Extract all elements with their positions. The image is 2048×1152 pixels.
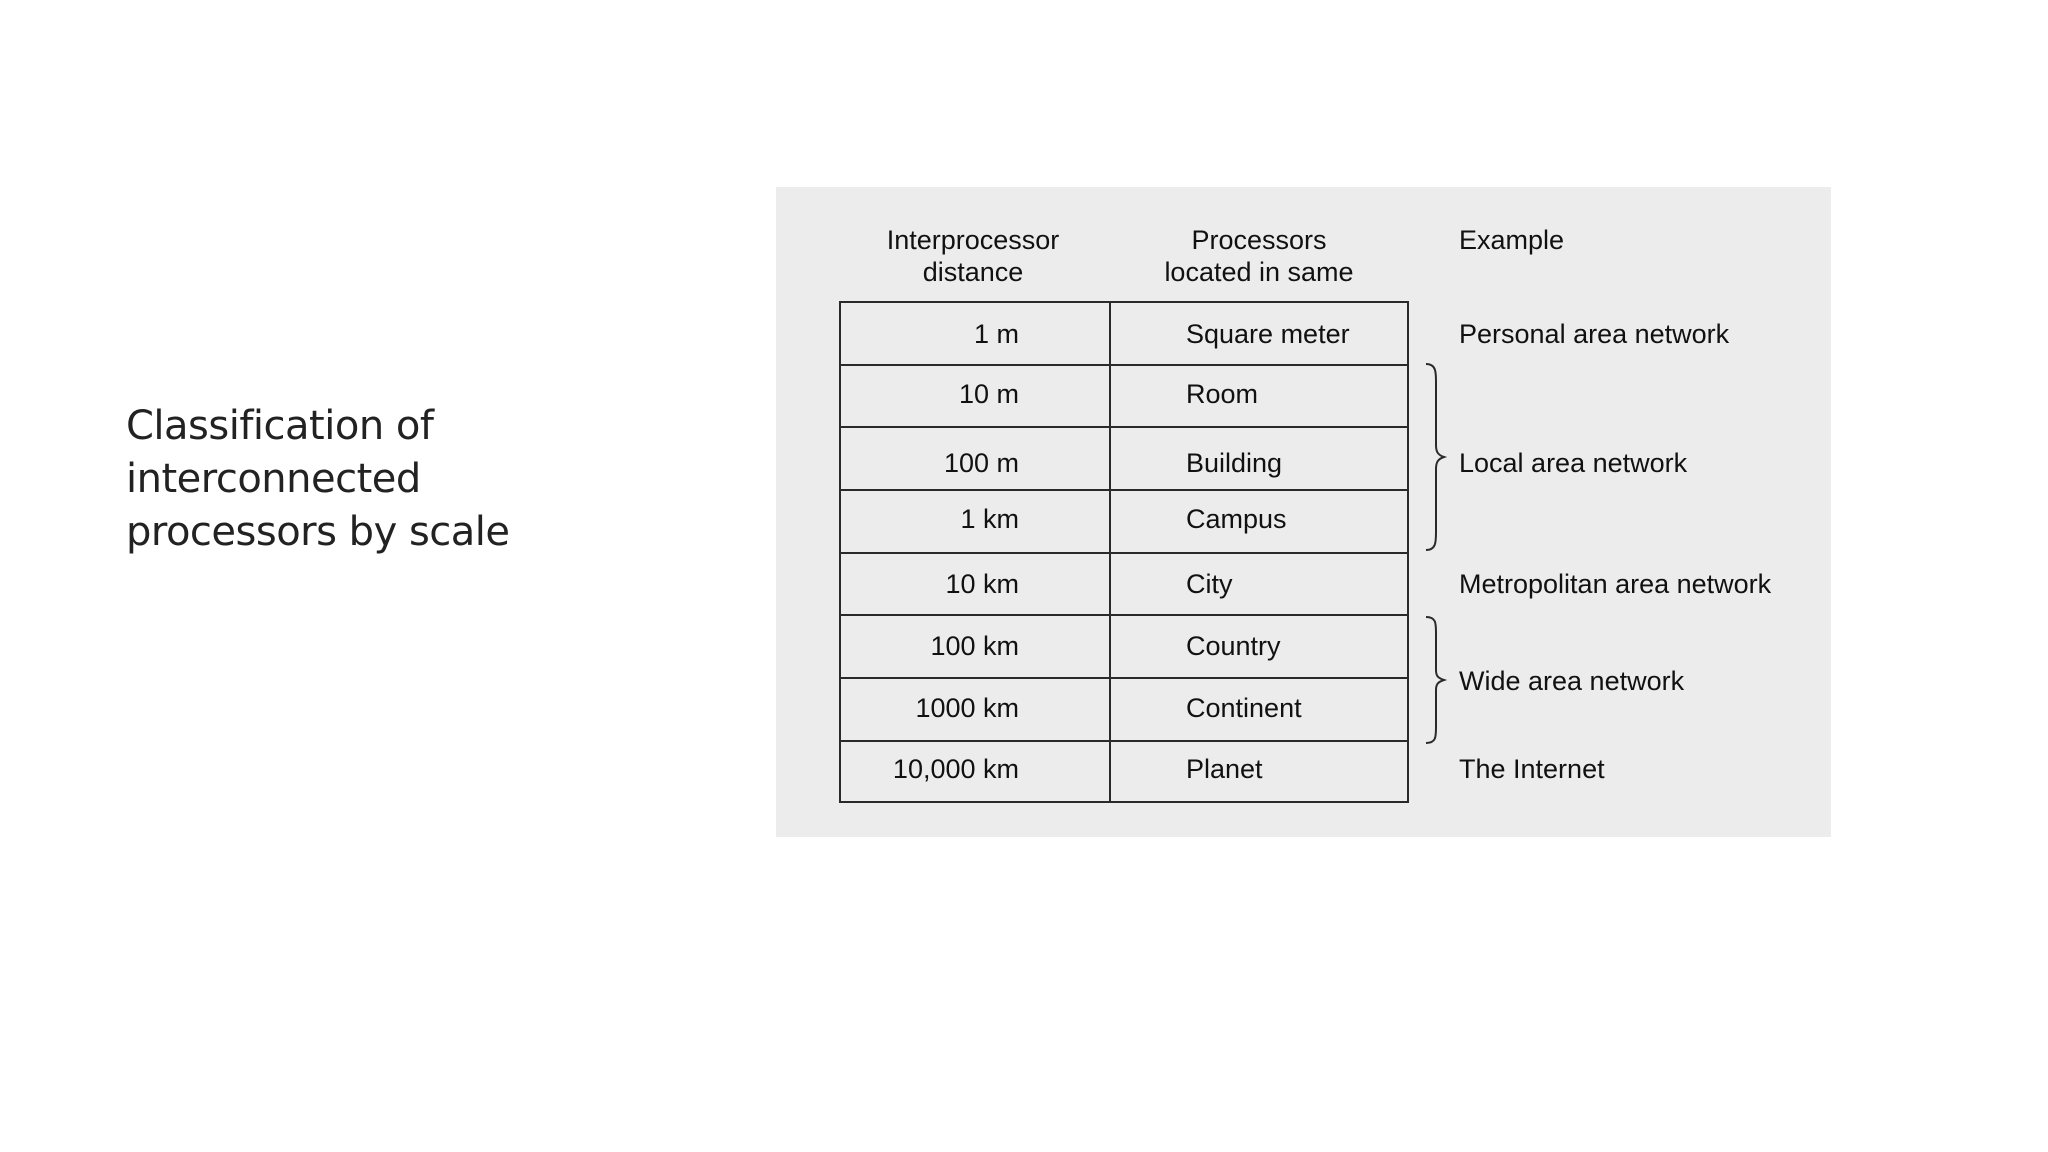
slide-title-line: interconnected: [126, 456, 421, 502]
distance-cell: 10,000 km: [892, 754, 1019, 784]
location-cell: Room: [1186, 379, 1259, 409]
location-cell: Planet: [1186, 754, 1263, 784]
location-cell: Country: [1186, 631, 1281, 661]
example-pan: Personal area network: [1459, 319, 1730, 349]
location-cell: City: [1186, 569, 1233, 599]
location-cell: Continent: [1186, 693, 1302, 723]
example-internet: The Internet: [1459, 754, 1605, 784]
distance-cell: 100 m: [943, 448, 1019, 478]
distance-cell: 1 km: [960, 504, 1019, 534]
header-distance-line: Interprocessor: [886, 225, 1060, 255]
slide-title: [126, 400, 606, 559]
row-divider: [841, 740, 1407, 742]
row-divider: [841, 489, 1407, 491]
distance-cell: 10 km: [945, 569, 1019, 599]
slide-title-line: Classification of: [126, 403, 434, 449]
example-wan: Wide area network: [1459, 666, 1685, 696]
scale-table: [839, 301, 1409, 803]
slide-title-line: processors by scale: [126, 509, 510, 555]
row-divider: [841, 426, 1407, 428]
example-man: Metropolitan area network: [1459, 569, 1772, 599]
header-example: Example: [1459, 225, 1565, 255]
brace-lan: [1424, 362, 1454, 552]
network-scale-figure: [776, 187, 1831, 837]
brace-wan: [1424, 615, 1454, 745]
row-divider: [841, 552, 1407, 554]
row-divider: [841, 614, 1407, 616]
distance-cell: 1000 km: [915, 693, 1019, 723]
header-distance: [839, 224, 1107, 288]
location-cell: Building: [1186, 448, 1283, 478]
header-distance-line: distance: [922, 257, 1024, 287]
location-cell: Campus: [1186, 504, 1287, 534]
header-location-line: located in same: [1164, 257, 1354, 287]
location-cell: Square meter: [1186, 319, 1350, 349]
distance-cell: 1 m: [973, 319, 1019, 349]
distance-cell: 10 m: [958, 379, 1019, 409]
header-location-line: Processors: [1191, 225, 1327, 255]
row-divider: [841, 364, 1407, 366]
example-lan: Local area network: [1459, 448, 1688, 478]
row-divider: [841, 677, 1407, 679]
header-location: [1109, 224, 1409, 288]
distance-cell: 100 km: [930, 631, 1019, 661]
